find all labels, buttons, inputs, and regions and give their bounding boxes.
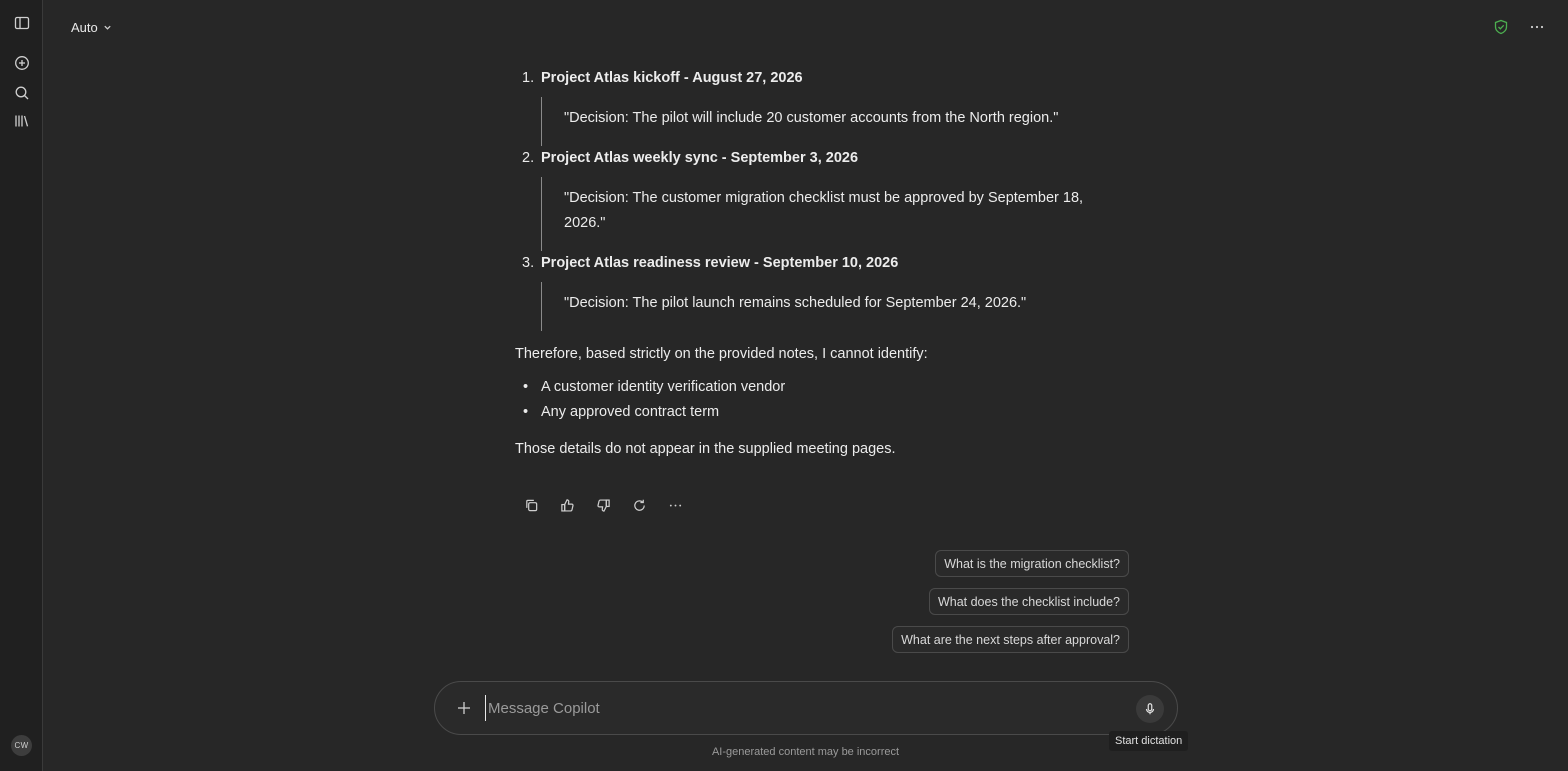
microphone-icon[interactable] xyxy=(1136,695,1164,723)
model-selector[interactable] xyxy=(65,16,118,38)
bullet-text: A customer identity verification vendor xyxy=(541,379,786,395)
search-icon[interactable] xyxy=(8,81,35,105)
add-attachment-icon[interactable] xyxy=(453,697,475,719)
closing-paragraph: Those details do not appear in the supplied meeting pages. xyxy=(515,441,896,457)
copy-icon[interactable] xyxy=(519,493,543,517)
more-icon[interactable] xyxy=(663,493,687,517)
more-options-icon[interactable] xyxy=(1526,16,1548,38)
new-chat-icon[interactable] xyxy=(8,51,35,75)
decision-quote xyxy=(541,282,1101,331)
message-actions xyxy=(519,493,687,517)
meeting-title: Project Atlas kickoff - August 27, 2026 xyxy=(541,70,803,86)
disclaimer-footer xyxy=(0,746,1568,758)
quote-text: "Decision: The customer migration checklist must be approved by September 18, 2026." xyxy=(564,190,1084,231)
message-composer xyxy=(434,681,1178,735)
avatar[interactable]: CW xyxy=(11,735,32,756)
sidebar-rail xyxy=(0,0,43,771)
meeting-title: Project Atlas weekly sync - September 3, 2026 xyxy=(541,150,859,166)
suggestion-chip[interactable]: What does the checklist include? xyxy=(929,588,1129,615)
intro-paragraph: Therefore, based strictly on the provided notes, I cannot identify: xyxy=(515,346,928,362)
list-number: 2. xyxy=(522,150,535,166)
list-number: 1. xyxy=(522,70,535,86)
decision-quote xyxy=(541,177,1101,251)
regenerate-icon[interactable] xyxy=(627,493,651,517)
bullet-text: Any approved contract term xyxy=(541,404,720,420)
list-number: 3. xyxy=(522,255,535,271)
sidebar-toggle-icon[interactable] xyxy=(8,11,35,35)
copilot-app: CW Auto 1. Project Atlas kickoff - August 27, 2026 "Decision: The pilot will include 20 customer accounts from the North region." 2. Project Atlas weekly sync - September 3, 2026 "Decision: The customer migration checklist must be approved by September 18, 2026." 3. Project Atlas readiness review - September 10, 2026 "Decision: The pilot launch remains scheduled for September 24, 2026." Therefore, based strictly on the provided notes, I cannot identify: • A customer identity verification vendor • Any approved contract term Those details do not appear in the supplied meeting pages. What is the migration checklist? What does the checklist include? What are the next steps after approval? Message Copilot Start dictation AI-generated content may be incorrect xyxy=(0,0,1568,771)
model-label: Auto xyxy=(71,19,98,35)
quote-text: "Decision: The pilot will include 20 customer accounts from the North region." xyxy=(564,110,1059,126)
quote-text: "Decision: The pilot launch remains scheduled for September 24, 2026." xyxy=(564,295,1027,311)
dictation-tooltip: Start dictation xyxy=(1109,731,1188,751)
decision-quote xyxy=(541,97,1101,146)
thumbs-down-icon[interactable] xyxy=(591,493,615,517)
suggestion-chip[interactable]: What is the migration checklist? xyxy=(935,550,1129,577)
disclaimer-text: AI-generated content may be incorrect xyxy=(711,746,900,758)
meeting-title: Project Atlas readiness review - September 10, 2026 xyxy=(541,255,899,271)
suggestion-chip[interactable]: What are the next steps after approval? xyxy=(892,626,1129,653)
message-input[interactable] xyxy=(485,695,1125,721)
thumbs-up-icon[interactable] xyxy=(555,493,579,517)
chevron-down-icon xyxy=(103,23,112,32)
shield-check-icon[interactable] xyxy=(1490,16,1512,38)
library-icon[interactable] xyxy=(8,109,35,133)
